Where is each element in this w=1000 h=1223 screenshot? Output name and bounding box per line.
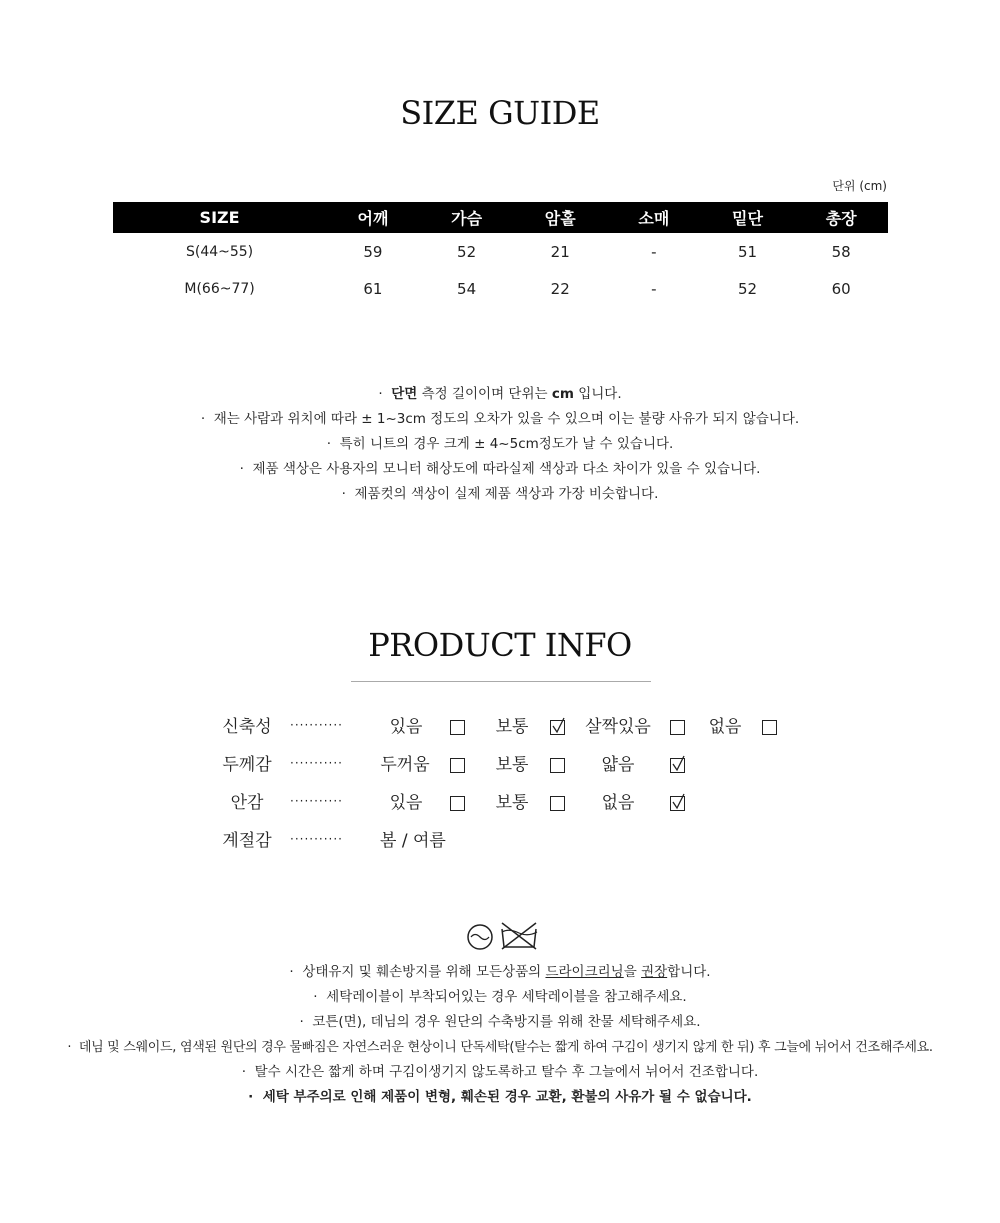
dotted-leader: ··········· [290, 718, 343, 732]
option-label: 보통 [495, 717, 529, 737]
checkbox [450, 796, 465, 811]
care-line [0, 1060, 1000, 1085]
note-strong: 단면 [391, 386, 418, 402]
care-notes [0, 960, 1000, 1110]
table-cell: M(66~77) [184, 280, 255, 297]
care-line [0, 1035, 1000, 1060]
size-table-header [113, 202, 888, 233]
checkbox [450, 720, 465, 735]
checkbox [450, 758, 465, 773]
bullet: · [239, 461, 244, 477]
season-value: 봄 / 여름 [380, 831, 446, 851]
care-underline: 드라이크리닝 [545, 964, 624, 980]
care-line [0, 985, 1000, 1010]
dry-clean-icon [468, 925, 492, 949]
note-text: 입니다. [573, 386, 622, 402]
checkbox [670, 720, 685, 735]
option-label: 살짝있음 [585, 717, 651, 737]
care-text: 코튼(면), 데님의 경우 원단의 수축방지를 위해 찬물 세탁해주세요. [312, 1014, 701, 1030]
table-cell: 60 [831, 279, 851, 298]
care-underline: 권장 [641, 964, 668, 980]
care-text: 데님 및 스웨이드, 염색된 원단의 경우 물빠짐은 자연스러운 현상이니 단독세탁(탈수는 짧게 하여 구김이 생기지 않게 한 뒤) 후 그늘에 뉘어서 건조해주세요. [78, 1040, 933, 1055]
note-text: 제품컷의 색상이 실제 제품 색상과 가장 비슷합니다. [354, 486, 659, 502]
checkbox-checked [670, 758, 685, 773]
info-label: 계절감 [222, 831, 272, 851]
option-label: 있음 [389, 717, 423, 737]
note-line [0, 432, 1000, 457]
bullet: · [67, 1040, 72, 1055]
note-line [0, 382, 1000, 407]
care-text: 세탁 부주의로 인해 제품이 변형, 훼손된 경우 교환, 환불의 사유가 될 수 없습니다. [262, 1089, 752, 1105]
table-cell: 61 [363, 279, 383, 298]
header-sleeve: 소매 [607, 202, 701, 233]
table-row [113, 270, 888, 307]
header-hem: 밑단 [701, 202, 795, 233]
table-cell: - [651, 279, 657, 298]
size-table [113, 202, 888, 307]
check-icon [672, 755, 686, 775]
option-label: 없음 [601, 793, 635, 813]
no-wash-icon [502, 923, 537, 949]
bullet: · [341, 486, 346, 502]
care-line [0, 1010, 1000, 1035]
option-label: 보통 [495, 793, 529, 813]
care-line [0, 960, 1000, 985]
care-text: 탈수 시간은 짧게 하며 구김이생기지 않도록하고 탈수 후 그늘에서 뉘어서 건조합니다. [254, 1064, 759, 1080]
care-icons [466, 920, 541, 952]
checkbox [550, 758, 565, 773]
table-cell: 59 [363, 242, 383, 261]
size-notes [0, 382, 1000, 507]
note-text: 특히 니트의 경우 크게 ± 4~5cm정도가 날 수 있습니다. [339, 436, 674, 452]
table-cell: - [651, 242, 657, 261]
care-text: 세탁레이블이 부착되어있는 경우 세탁레이블을 참고해주세요. [326, 989, 687, 1005]
table-cell: 22 [550, 279, 570, 298]
table-cell: 58 [831, 242, 851, 261]
header-size: SIZE [113, 202, 326, 233]
table-cell: 54 [457, 279, 477, 298]
checkbox-checked [670, 796, 685, 811]
header-length: 총장 [794, 202, 888, 233]
checkbox-checked [550, 720, 565, 735]
size-guide-title: SIZE GUIDE [400, 94, 600, 132]
info-row-season [0, 826, 1000, 856]
title-divider [351, 681, 651, 682]
table-cell: 52 [457, 242, 477, 261]
bullet: · [378, 386, 383, 402]
product-info-title: PRODUCT INFO [368, 626, 632, 664]
dotted-leader: ··········· [290, 756, 343, 770]
dotted-leader: ··········· [290, 794, 343, 808]
bullet: · [313, 989, 318, 1005]
table-cell: S(44~55) [185, 243, 254, 260]
header-shoulder: 어깨 [326, 202, 420, 233]
info-label: 두께감 [222, 755, 272, 775]
info-label: 신축성 [222, 717, 272, 737]
note-strong: cm [551, 386, 574, 402]
bullet: · [200, 411, 206, 427]
bullet: · [299, 1014, 304, 1030]
info-label: 안감 [230, 793, 264, 813]
bullet: · [289, 964, 294, 980]
info-row-elasticity [0, 712, 1000, 742]
check-icon [552, 717, 566, 737]
option-label: 있음 [389, 793, 423, 813]
table-cell: 52 [737, 279, 758, 298]
option-label: 얇음 [601, 755, 635, 775]
note-text: 측정 길이이며 단위는 [417, 386, 552, 402]
check-icon [672, 793, 686, 813]
table-cell: 51 [737, 242, 758, 261]
option-label: 보통 [495, 755, 529, 775]
table-cell: 21 [550, 242, 570, 261]
care-line [0, 1085, 1000, 1110]
care-text: 상태유지 및 훼손방지를 위해 모든상품의 [302, 964, 546, 980]
note-text: 제품 색상은 사용자의 모니터 해상도에 따라실제 색상과 다소 차이가 있을 수 있습니다. [252, 461, 761, 477]
note-line [0, 407, 1000, 432]
header-armhole: 암홀 [513, 202, 607, 233]
info-row-thickness [0, 750, 1000, 780]
checkbox [550, 796, 565, 811]
dotted-leader: ··········· [290, 832, 343, 846]
bullet: · [248, 1089, 254, 1105]
note-line [0, 457, 1000, 482]
checkbox [762, 720, 777, 735]
bullet: · [326, 436, 331, 452]
header-chest: 가슴 [420, 202, 514, 233]
option-label: 두꺼움 [380, 755, 430, 775]
unit-label: 단위 (cm) [832, 179, 887, 193]
note-line [0, 482, 1000, 507]
table-row [113, 233, 888, 270]
bullet: · [241, 1064, 247, 1080]
info-row-lining [0, 788, 1000, 818]
note-text: 재는 사람과 위치에 따라 ± 1~3cm 정도의 오차가 있을 수 있으며 이는 불량 사유가 되지 않습니다. [213, 411, 800, 427]
care-text: 합니다. [667, 964, 711, 980]
option-label: 없음 [708, 717, 742, 737]
care-text: 을 [623, 964, 642, 980]
